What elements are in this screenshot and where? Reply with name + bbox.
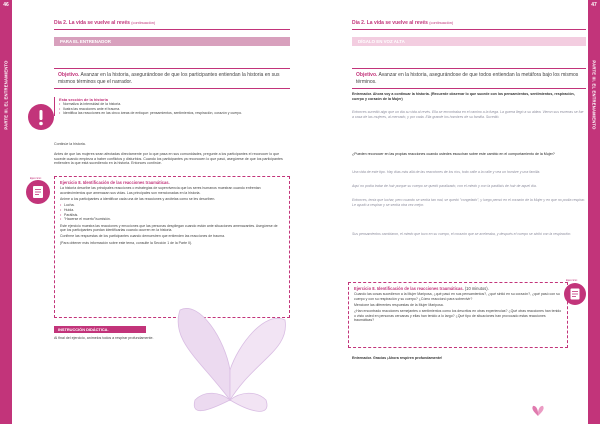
left-objective-label: Objetivo. (58, 72, 80, 78)
right-objective-text: Avanzar en la historia, asegurándose de que todos entiendan la metáfora bajo los mismos términos. (356, 72, 579, 85)
right-exercise-badge: Ejercicio (566, 278, 578, 282)
right-objective-label: Objetivo. (356, 72, 378, 78)
left-note-title: Esta sección de la historia (59, 97, 108, 102)
left-instruction-bar: INSTRUCCIÓN DIDÁCTICA. (54, 326, 146, 333)
small-butterfly-icon (530, 404, 546, 420)
left-exercise-p1: La historia describe las principales reacciones o estrategias de supervivencia que los seres humanos muestran cuando enfrentan acontecimientos que amenazan sus vidas. Las principales son mencionadas en la historia. (60, 186, 261, 195)
right-exercise-box (348, 282, 568, 348)
left-exercise-box (54, 176, 290, 318)
left-section-bar: PARA EL ENTRENADOR (54, 37, 290, 46)
right-header-rule (352, 29, 586, 30)
right-notepad-exercise-icon (564, 283, 586, 305)
left-note-item: • Normaliza la intensidad de la historia. (59, 102, 290, 107)
left-continue: Continúe la historia. (54, 142, 86, 146)
left-running-head-sub: (continuación) (131, 21, 156, 25)
left-exercise-p3: Este ejercicio muestra las reacciones y emociones que las personas despliegan cuando están ante situaciones amenazantes. Asegúrese de que los participantes puedan identificarlas cuando ocurren en la historia. (60, 223, 278, 233)
left-objective-text: Avanzar en la historia, asegurándose de que los participantes entiendan la historia en sus mismos términos que el narrador. (58, 72, 280, 85)
right-story-1: Entonces sucedió algo que un día su vida al revés. Ella se encontraba en el camino a la fuega. La guerra llegó a su aldea. Vieron sus escenas se fue a casa de las mujeres, al mercado, y por cada. Ella grande los hombres de su familia. Sucedió. (352, 110, 584, 119)
left-running-head-text: Día 2. La vida se vuelve al revés (54, 20, 130, 26)
right-story-3: Aquí no podía tratar de huir porque su cuerpo se quedó paralizado, con el miedo y con la parálisis de huir de aquel día. (352, 184, 537, 188)
right-page (300, 0, 600, 424)
right-section-bar: DÍGALO EN VOZ ALTA (352, 37, 586, 46)
left-header-rule (54, 29, 290, 30)
left-note-item: • Ilustra las reacciones ante el trauma. (59, 107, 290, 112)
right-page-number: 47 (591, 2, 597, 8)
left-exercise-item: • Huida. (60, 208, 284, 213)
left-note-list (59, 102, 290, 116)
right-trainer-intro: Entrenador. Ahora voy a continuar la historia. (Recuerde observar lo que sucede con los pensamientos, sentimientos, respiración, cuerpo y corazón de la Mujer) (352, 92, 575, 101)
left-page-number: 46 (3, 2, 9, 8)
right-exercise-q3: ¿Han encontrado reacciones semejantes o sentimientos como los descritos en otras experiencias? ¿Qué otras reacciones han tenido o visto usted en personas cercanas y ellas han tenido a lo largo? ¿Qué tipo de situaciones han provocado estas reacciones traumáticas? (354, 309, 562, 323)
left-exercise-item: • Parálisis. (60, 213, 284, 218)
left-vertical-label (0, 60, 12, 130)
right-vertical-label-text: PARTE III. EL ENTRENAMIENTO (591, 60, 597, 130)
right-running-head (352, 20, 453, 26)
right-exercise-q1: Cuando las cosas sucedieron a la Mujer Mariposa, ¿qué pasó en sus pensamientos?, ¿qué sintió en su corazón?, ¿qué pasó con su cuerpo y con su respiración y su cuerpo? ¿Cómo reaccionó para sobrevivir? (354, 292, 560, 301)
right-running-head-text: Día 2. La vida se vuelve al revés (352, 20, 428, 26)
left-vertical-label-text: PARTE III. EL ENTRENAMIENTO (3, 60, 9, 130)
right-closing: Entrenador. Gracias ¡Ahora respiren profundamente! (352, 356, 443, 360)
left-sidebar (0, 0, 12, 424)
right-sidebar (588, 0, 600, 424)
exclamation-note-icon (28, 104, 54, 130)
right-story-4: Entonces, tenía que luchar, pero cuando se sentía tan mal, se quedó "congelado", y luego pensó en el corazón de la Mujer y en que no podía respirar. Le ayudó a respirar y se sentía otra vez mejor. (352, 198, 586, 207)
left-running-head (54, 20, 155, 26)
left-exercise-p4: Confirme las respuestas de los participantes cuando demuestren que entienden las reacciones de trauma. (60, 234, 225, 239)
right-story-2: Una vida de este tipo. Hay días más allá de las reacciones de los ríos, todo calle a la calle y vea un hombre y una familia. (352, 170, 541, 174)
left-instruction-text: Al final del ejercicio, anímelos todos a respirar profundamente. (54, 336, 154, 340)
left-para-1: Antes de que las mujeres sean afectadas directamente por lo que pasa en sus comunidades, pregunte a los participantes el reconocer lo que sucede cuando empieza a haber conflictos y disturbios. Cuando los participantes ya reconocen lo que pasó, asegúrese de que los participantes entienden la que está sucediendo en la historia. Entonces continúe. (54, 152, 283, 166)
left-exercise-item: • Lucha. (60, 203, 284, 208)
notepad-exercise-icon (26, 180, 50, 204)
left-note-item: • Identifica las reacciones en las cinco áreas de enfoque: pensamientos, sentimientos, respiración, corazón y cuerpo. (59, 111, 290, 116)
left-note (54, 97, 290, 116)
right-question-1: ¿Pueden reconocer en las propias reacciones cuando ustedes escuchan sobre este cambio en el comportamiento de la Mujer? (352, 152, 555, 156)
right-exercise-title: Ejercicio 8. Identificación de las reacciones traumáticas. (354, 286, 464, 291)
left-exercise-list (60, 203, 284, 222)
right-running-head-sub: (continuación) (429, 21, 454, 25)
left-exercise-p2: Anime a los participantes a identificar cada una de las reacciones y anótelas como se les describen. (60, 196, 216, 201)
right-exercise-title-row (354, 286, 562, 291)
left-exercise-title: Ejercicio 8. Identificación de las reacciones traumáticas. (60, 180, 170, 185)
right-vertical-label (588, 60, 600, 130)
left-exercise-badge: Ejercicio (30, 176, 42, 180)
left-exercise-item: • "Hacerse el muerto"/sumisión. (60, 217, 284, 222)
right-exercise-q2: Mencione las diferentes respuestas de la Mujer Mariposa. (354, 302, 444, 307)
right-objective (352, 68, 586, 89)
right-exercise-time: (10 minutos). (464, 286, 489, 291)
left-objective (54, 68, 290, 89)
left-exercise-p5: (Para obtener más información sobre este tema, consulte la Sección 1 de la Parte II). (60, 240, 193, 245)
right-story-5: Sus pensamientos cambiaron, el miedo que tuvo en su cuerpo, el corazón que se aceleraba, y después el cuerpo se sintió con la respiración. (352, 232, 572, 236)
butterfly-watermark-icon (160, 300, 300, 424)
